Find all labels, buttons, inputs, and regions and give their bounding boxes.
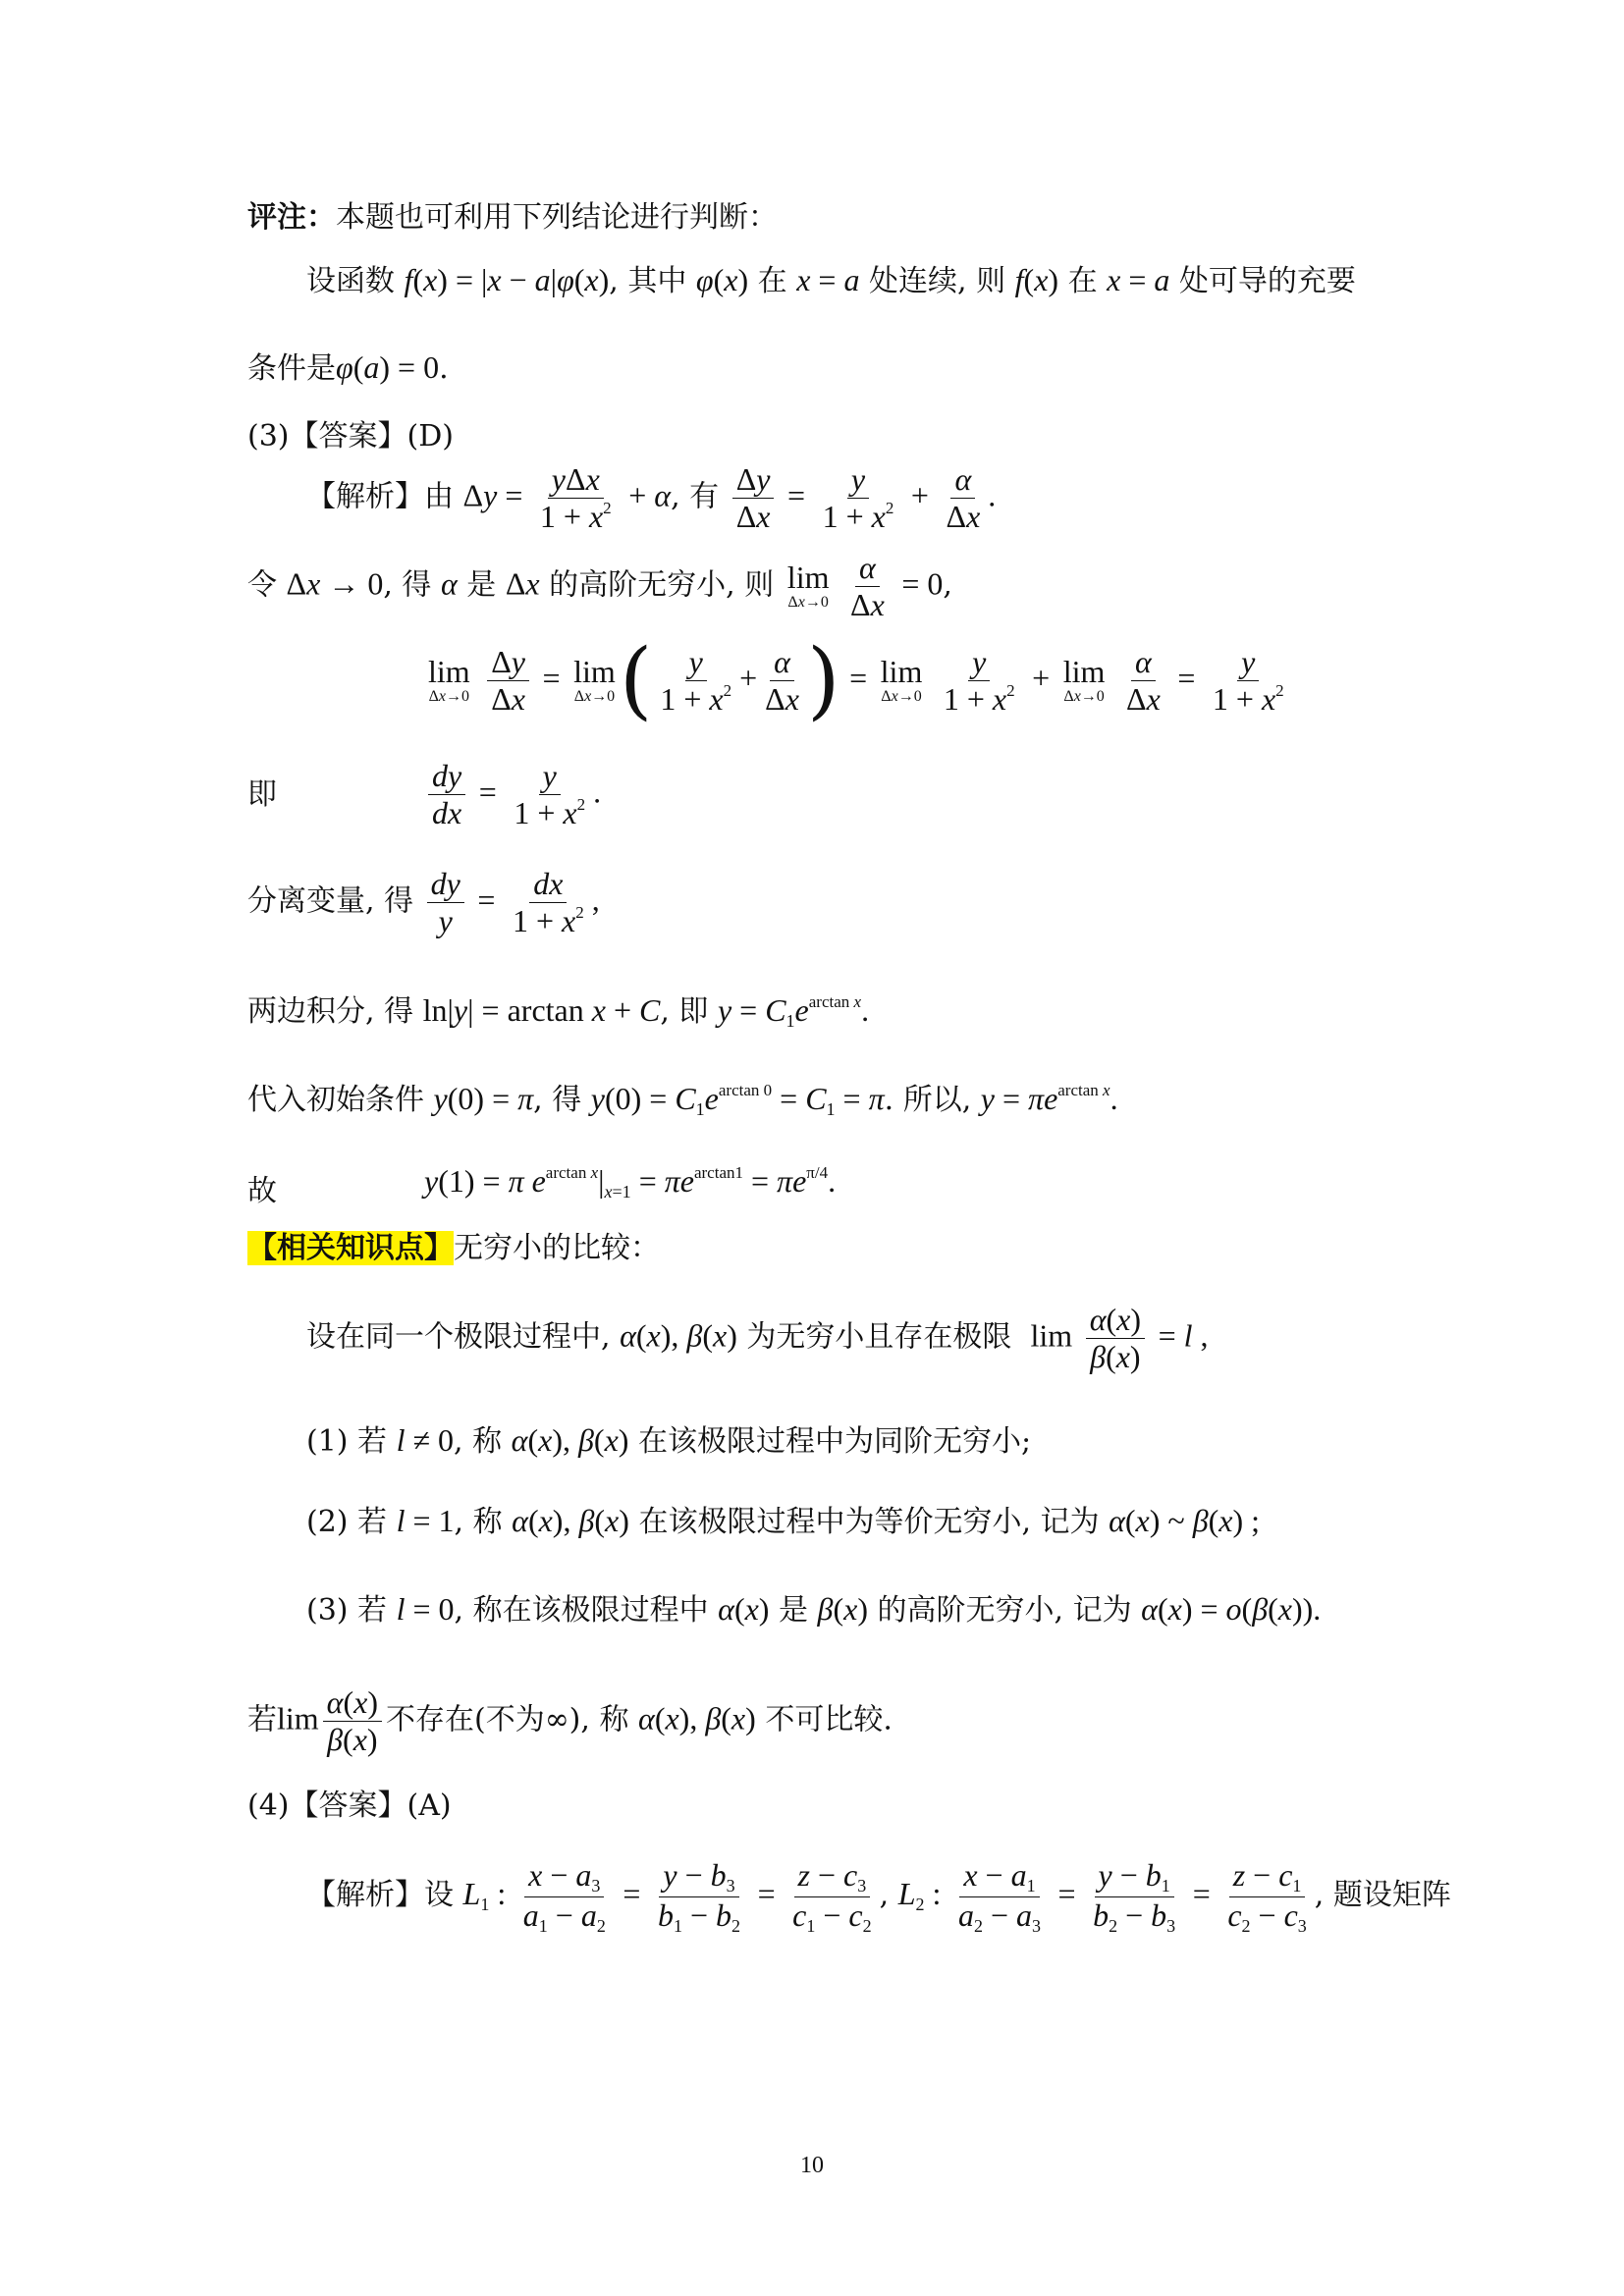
q3-final-equation: y(1) = π $e^{arctan x}|_{x=1} = \pi e^{arctan1} = \pi e^{\pi/4}$. [424, 1163, 837, 1201]
q3-dydx-equation: $\frac{dy}{dx}$ = $\frac{y}{1 + x^2}$ . [424, 758, 601, 831]
knowledge-incomparable: 若lim $\frac{\alpha(x)}{\beta(x)}$ 不存在(不为∞), 称 α(x), β(x) 不可比较. [247, 1684, 893, 1757]
q3-initial-condition-line: 代入初始条件 y(0) = π, 得 $y(0) = C_1e^{arctan 0} = C_1 = \pi$. 所以, $y = \pi e^{arctan x}$. [247, 1081, 1118, 1119]
q3-analysis-line: 【解析】由 Δy = $\frac{\text{yΔx}}{1 + x^2}$ + α, 有 $\frac{\Delta y}{\Delta x}$ = $\frac{y}{1 + x^2}$ + $\frac{\alpha}{\Delta x}$ . [306, 461, 997, 534]
q4-answer-heading: (4)【答案】(A) [247, 1789, 452, 1823]
q3-limit-equation: lim Δx→0 $\frac{\Delta y}{\Delta x}$ = lim Δx→0 ( $\frac{y}{1 + x^2}$ + $\frac{\alpha}{\Delta x}$ ) = lim Δx→0 $\frac{y}{1 + x^2}$ + lim Δx→0 $\frac{\alpha}{\Delta x}$ = $\frac{y}{1 + x^2}$ [428, 630, 1284, 729]
knowledge-tag: 【相关知识点】 [247, 1231, 454, 1265]
remark-line [247, 200, 778, 236]
remark-statement: 设函数 f(x) = |x − a|φ(x), 其中 φ(x) 在 x = a 处连续, 则 f(x) 在 x = a 处可导的充要 [306, 262, 1356, 298]
knowledge-title: 无穷小的比较： [454, 1231, 660, 1265]
knowledge-definition: 设在同一个极限过程中, α(x), β(x) 为无穷小且存在极限 lim $\frac{\alpha(x)}{\beta(x)}$ = l , [306, 1302, 1209, 1374]
q3-answer-heading: (3)【答案】(D) [247, 419, 454, 454]
knowledge-case-3: (3) 若 l = 0, 称在该极限过程中 α(x) 是 β(x) 的高阶无穷小, 记为 α(x) = o(β(x)). [306, 1591, 1322, 1628]
remark-intro: 本题也可利用下列结论进行判断： [336, 200, 778, 235]
q3-integration-line: 两边积分, 得 ln|y| = arctan x + C, 即 $y = C_1e^{arctan x}$. [247, 992, 870, 1031]
q3-limit-statement: 令 Δx → 0, 得 α 是 Δx 的高阶无穷小, 则 lim Δx→0 $\frac{\alpha}{\Delta x}$ = 0, [247, 550, 952, 622]
q4-analysis-line: 【解析】设 $L_1$ : $\frac{x - a_3}{a_1 - a_2}$ = $\frac{y - b_3}{b_1 - b_2}$ = $\frac{z - c_3}{c_1 - c_2}$ , $L_2$ : $\frac{x - a_1}{a_2 - a_3}$ = $\frac{y - b_1}{b_2 - b_3}$ = $\frac{z - c_1}{c_2 - c_3}$ , 题设矩阵 [306, 1857, 1451, 1936]
remark-condition: 条件是φ(a) = 0. [247, 349, 449, 386]
q3-ji-label: 即 [247, 777, 277, 812]
knowledge-heading [247, 1231, 660, 1266]
remark-label: 评注： [247, 200, 336, 235]
page-number: 10 [800, 2153, 824, 2178]
q3-separation-line: 分离变量, 得 $\frac{dy}{y}$ = $\frac{dx}{1 + x^2}$ , [247, 866, 600, 938]
knowledge-case-1: (1) 若 l ≠ 0, 称 α(x), β(x) 在该极限过程中为同阶无穷小; [306, 1422, 1032, 1459]
q3-gu-label: 故 [247, 1174, 277, 1208]
knowledge-case-2: (2) 若 l = 1, 称 α(x), β(x) 在该极限过程中为等价无穷小, 记为 α(x) ~ β(x) ; [306, 1503, 1261, 1539]
formula-f: f(x) = |x − a|φ(x) [404, 262, 610, 297]
